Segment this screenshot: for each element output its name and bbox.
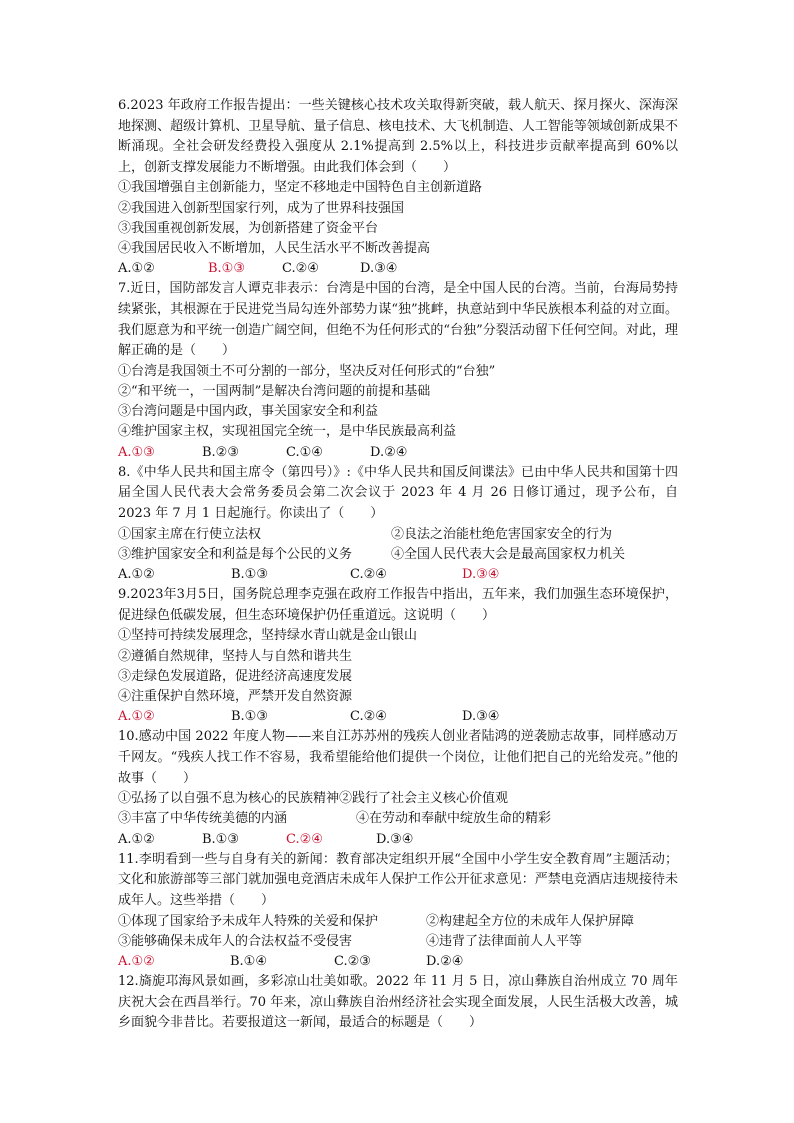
question-stem: 8.《中华人民共和国主席令（第四号）》:《中华人民共和国反间谍法》已由中华人民共和国第十四届全国人民代表大会常务委员会第二次会议于 2023 年 4 月 26 日修订通过，现予公布，自 2023 年 7 月 1 日起施行。你读出了（ ） (118, 464, 678, 521)
question-stem: 9.2023年3月5日，国务院总理李克强在政府工作报告中指出，五年来，我们加强生态环境保护，促进绿色低碳发展，但生态环境保护仍任重道远。这说明（ ） (118, 587, 678, 623)
question-stem: 10.感动中国 2022 年度人物——来自江苏苏州的残疾人创业者陆鸿的逆袭励志故事，同样感动万千网友。“残疾人找工作不容易，我希望能给他们提供一个岗位，让他们把自己的光给发亮。”他的故事（ ） (118, 729, 678, 786)
option-statement-3: ③我国重视创新发展，为创新搭建了资金平台 (118, 220, 379, 236)
answer-choice-b[interactable]: B.②③ (202, 444, 239, 460)
answer-choice-d[interactable]: D.②④ (370, 444, 408, 460)
answer-choice-a[interactable]: A.①② (118, 261, 155, 277)
question-6 (118, 96, 678, 279)
option-statement-2: ②“和平统一，一国两制”是解决台湾问题的前提和基础 (118, 383, 431, 399)
option-statement-1: ①体现了国家给予未成年人特殊的关爱和保护 (118, 913, 379, 929)
answer-choices (118, 830, 678, 850)
option-statement-1-2: ①弘扬了以自强不息为核心的民族精神②践行了社会主义核心价值观 (118, 791, 509, 807)
option-statement-4: ④注重保护自然环境，严禁开发自然资源 (118, 688, 353, 704)
question-11 (118, 850, 678, 972)
option-row (118, 545, 678, 565)
answer-choice-b[interactable]: B.①③ (231, 709, 268, 725)
question-10 (118, 727, 678, 849)
option-statement-2: ②我国进入创新型国家行列，成为了世界科技强国 (118, 200, 405, 216)
answer-choice-d[interactable]: D.③④ (360, 261, 398, 277)
answer-choice-c[interactable]: C.②④ (350, 709, 387, 725)
option-statement-4: ④维护国家主权，实现祖国完全统一，是中华民族最高利益 (118, 424, 457, 440)
answer-choices (118, 259, 678, 279)
answer-choice-b[interactable]: B.①③ (202, 831, 239, 847)
answer-choice-c[interactable]: C.②④ (282, 261, 319, 277)
option-row (118, 809, 678, 829)
answer-choice-c[interactable]: C.②③ (334, 953, 371, 969)
answer-choice-c[interactable]: C.②④ (286, 831, 323, 847)
exam-page (118, 96, 678, 1034)
option-row (118, 525, 678, 545)
option-statement-3: ③台湾问题是中国内政，事关国家安全和利益 (118, 404, 379, 420)
answer-choice-a[interactable]: A.①② (118, 831, 155, 847)
answer-choices (118, 565, 678, 585)
answer-choice-d[interactable]: D.②④ (426, 953, 464, 969)
question-stem: 6.2023 年政府工作报告提出：一些关键核心技术攻关取得新突破，载人航天、探月探火、深海深地探测、超级计算机、卫星导航、量子信息、核电技术、大飞机制造、人工智能等领域创新成果不断涌现。全社会研发经费投入强度从 2.1%提高到 2.5%以上，科技进步贡献率提高到 60%以上，创新支撑发展能力不断增强。由此我们体会到（ ） (118, 98, 678, 175)
answer-choice-c[interactable]: C.②④ (350, 566, 387, 582)
option-statement-1: ①坚持可持续发展理念，坚持绿水青山就是金山银山 (118, 628, 418, 644)
answer-choices (118, 443, 678, 463)
option-statement-2: ②良法之治能杜绝危害国家安全的行为 (391, 526, 613, 542)
option-row (118, 932, 678, 952)
question-stem: 11.李明看到一些与自身有关的新闻：教育部决定组织开展“全国中小学生安全教育周”主题活动；文化和旅游部等三部门就加强电竞酒店未成年人保护工作公开征求意见：严禁电竞酒店违规接待未成年人。这些举措（ ） (118, 851, 678, 908)
answer-choice-b[interactable]: B.①③ (208, 261, 245, 277)
option-statement-3: ③丰富了中华传统美德的内涵 (118, 811, 288, 827)
answer-choice-a[interactable]: A.①② (118, 709, 155, 725)
question-stem: 7.近日，国防部发言人谭克非表示：台湾是中国的台湾，是全中国人民的台湾。当前，台海局势持续紧张，其根源在于民进党当局勾连外部势力谋“独”挑衅，执意站到中华民族根本利益的对立面。我们愿意为和平统一创造广阔空间，但绝不为任何形式的“台独”分裂活动留下任何空间。对此，理解正确的是（ ） (118, 281, 678, 359)
answer-choice-a[interactable]: A.①② (118, 953, 155, 969)
option-statement-4: ④违背了法律面前人人平等 (426, 933, 583, 949)
option-statement-2: ②构建起全方位的未成年人保护屏障 (426, 913, 635, 929)
answer-choice-a[interactable]: A.①② (118, 566, 155, 582)
option-statement-1: ①国家主席在行使立法权 (118, 526, 262, 542)
answer-choice-d[interactable]: D.③④ (462, 709, 500, 725)
answer-choices (118, 952, 678, 972)
option-statement-3: ③能够确保未成年人的合法权益不受侵害 (118, 933, 353, 949)
option-statement-3: ③走绿色发展道路，促进经济高速度发展 (118, 668, 353, 684)
option-statement-3: ③维护国家安全和利益是每个公民的义务 (118, 546, 353, 562)
question-8 (118, 463, 678, 585)
option-row (118, 912, 678, 932)
answer-choice-a[interactable]: A.①③ (118, 444, 155, 460)
option-statement-4: ④全国人民代表大会是最高国家权力机关 (391, 546, 626, 562)
option-statement-1: ①台湾是我国领土不可分割的一部分，坚决反对任何形式的“台独” (118, 363, 496, 379)
answer-choice-d[interactable]: D.③④ (462, 566, 500, 582)
answer-choice-c[interactable]: C.①④ (286, 444, 323, 460)
answer-choice-d[interactable]: D.③④ (376, 831, 414, 847)
answer-choices (118, 707, 678, 727)
question-7 (118, 279, 678, 462)
option-statement-4: ④在劳动和奉献中绽放生命的精彩 (356, 811, 552, 827)
option-statement-4: ④我国居民收入不断增加，人民生活水平不断改善提高 (118, 240, 431, 256)
option-statement-2: ②遵循自然规律，坚持人与自然和谐共生 (118, 648, 353, 664)
question-9 (118, 585, 678, 727)
question-stem: 12.旖旎邛海风景如画，多彩凉山壮美如歌。2022 年 11 月 5 日，凉山彝族自治州成立 70 周年庆祝大会在西昌举行。70 年来，凉山彝族自治州经济社会实现全面发展，人民生活极大改善，城乡面貌今非昔比。若要报道这一新闻，最适合的标题是（ ） (118, 974, 678, 1031)
question-12 (118, 972, 678, 1034)
answer-choice-b[interactable]: B.①④ (230, 953, 267, 969)
answer-choice-b[interactable]: B.①③ (231, 566, 268, 582)
option-row (118, 789, 678, 809)
option-statement-1: ①我国增强自主创新能力，坚定不移地走中国特色自主创新道路 (118, 180, 483, 196)
